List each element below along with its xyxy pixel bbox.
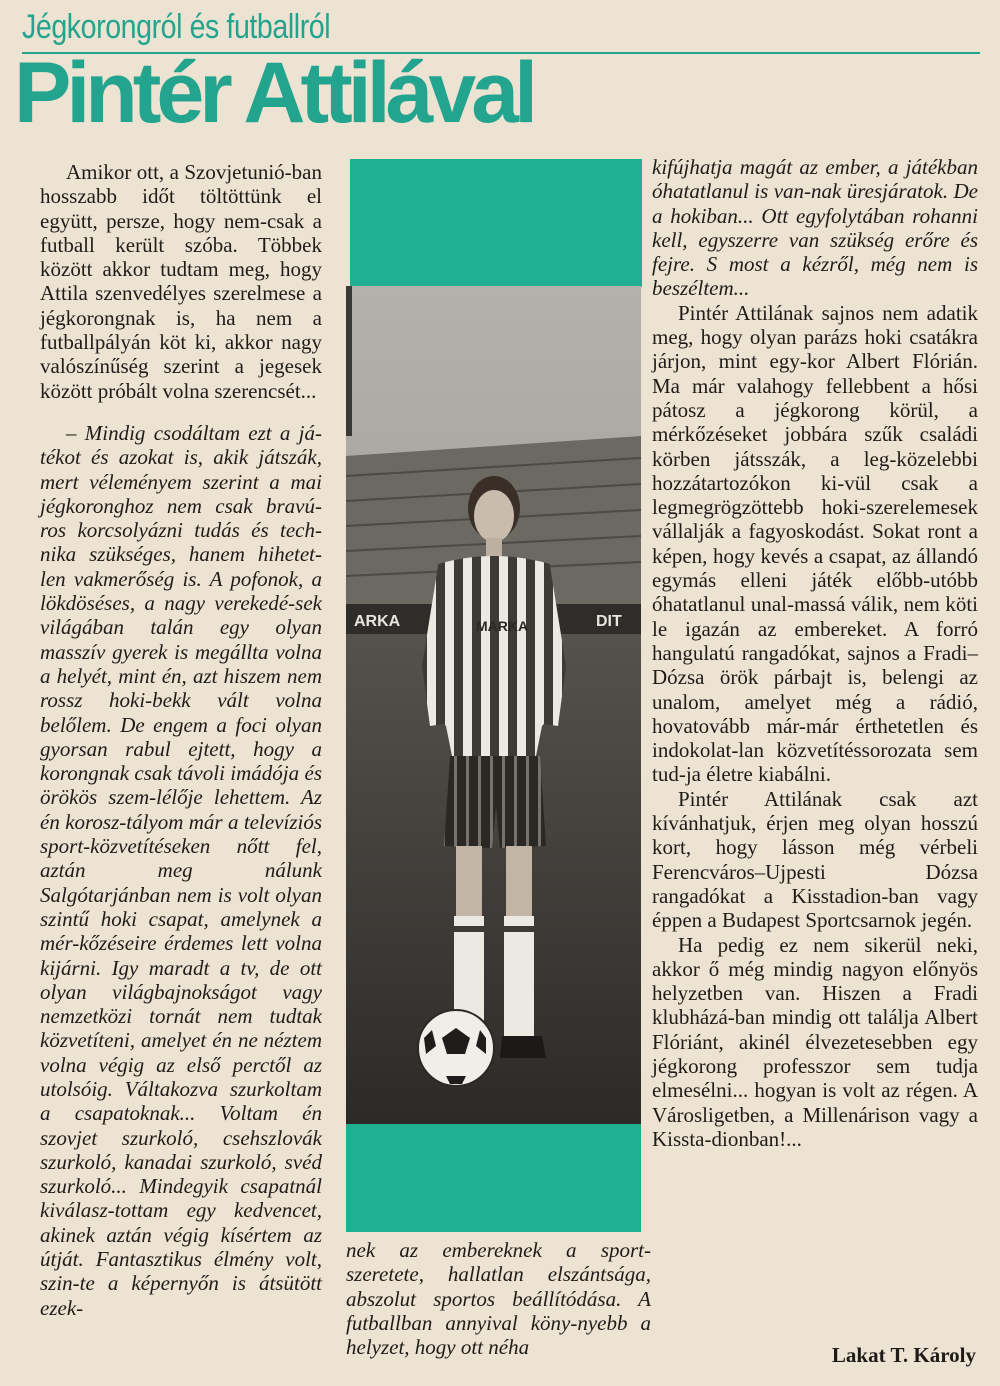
article-headline: Pintér Attilával	[14, 45, 533, 141]
intro-paragraph: Amikor ott, a Szovjetunió-ban hosszabb időt töltöttünk el együtt, persze, hogy nem-csak a futball került szóba. Többek között akkor tudtam meg, hogy Attila szenvedélyes szerelmese a jégkorongnak is, ha nem a futballpályán köt ki, akkor nagy valószínűség szerint a jegesek között próbált volna szerencsét...	[40, 160, 322, 403]
teal-block-bottom	[346, 1124, 641, 1232]
quote-continuation: nek az embereknek a sport-szeretete, hallatlan elszántsága, abszolut sportos beállítódása. A futballban annyival köny-nyebb a helyzet, hogy ott néha	[346, 1238, 651, 1360]
author-signature: Lakat T. Károly	[831, 1343, 976, 1367]
article-kicker: Jégkorongról és futballról	[22, 8, 331, 46]
body-paragraph: Pintér Attilának sajnos nem adatik meg, hogy olyan parázs hoki csatákra járjon, mint egy-kor Albert Flórián. Ma már valahogy fellebbent a hősi pátosz a jégkorong körül, a mérkőzéseket jobbára szűk családi körben játsszák, a leg-közelebbi hozzátartozókon ki-vül csak a legmegrögzöttebb hoki-szerelemesek vállalják a fagyoskodást. Sokat ront a képen, hogy kevés a csapat, az állandó egymás elleni játék előbb-utóbb óhatatlanul unal-massá válik, nem köti le igazán az embereket. A forró hangulatú rangadókat, sajnos a Fradi–Dózsa örök párbajt is, belengi az unalom, amelyet még a rádió, hovatovább már-már érthetetlen és indokolat-lan közvetítéssorozata sem tud-ja életre kiabálni.	[652, 300, 978, 787]
stadium-sign-left: ARKA	[354, 613, 401, 630]
football-ball	[418, 1010, 494, 1086]
body-paragraph: Pintér Attilának csak azt kívánhatjuk, érjen meg olyan hosszú kort, hogy lásson még vérbeli Ferencváros–Ujpesti Dózsa rangadókat a Kisstadion-ban vagy éppen a Budapest Sportcsarnok jegén.	[652, 786, 978, 933]
teal-block-top	[350, 159, 642, 287]
right-column	[652, 155, 978, 1151]
left-column	[40, 160, 322, 1320]
player-photo	[346, 286, 641, 1124]
stadium-sign-right: DIT	[596, 613, 622, 630]
middle-column	[346, 1238, 651, 1359]
shirt-text: MARKA	[476, 618, 529, 634]
quote-ending: kifújhatja magát az ember, a játékban óhatatlanul is van-nak üresjáratok. De a hokiban... Ott egyfolytában rohanni kell, egyszerre van szükség erőre és fejre. S most a kézről, még nem is beszéltem...	[652, 155, 978, 301]
body-paragraph: Ha pedig ez nem sikerül neki, akkor ő még mindig nagyon előnyös helyzetben van. Hiszen a Fradi klubházá-ban mindig ott találja Albert Flóriánt, akinél élvezetesebben egy jégkorong professzor sem tudja elmesélni... hogyan is volt az régen. A Városligetben, a Millenárison vagy a Kissta-dionban!...	[652, 932, 978, 1151]
quote-paragraph: – Mindig csodáltam ezt a já-tékot és azokat is, akik játszák, mert véleményem szerint a mai jégkoronghoz nem csak bravú-ros korcsolyázni tudás és tech-nika szükséges, hanem hihetet-len vakmerőség is. A pofonok, a lökdöséses, a nagy verekedé-sek világában talán egy olyan masszív gyerek is megállta volna a helyét, mint én, azt hiszem nem rossz hoki-bekk vált volna belőlem. De engem a foci olyan gyorsan rabul ejtett, hogy a korongnak csak távoli imádója és örökös szem-lélője lehettem. Az én korosz-tályom már a televíziós sport-közvetítéseken nőtt fel, aztán meg nálunk Salgótarjánban nem is volt olyan szintű hoki csapat, amelynek a mér-kőzéseire érdemes lett volna kijárni. Igy maradt a tv, de ott olyan világbajnokságot vagy nemzetközi tornát nem tudtak közvetíteni, amelyet én ne néztem volna végig az első perctől az utolsóig. Váltakozva szurkoltam a csapatoknak... Voltam én szovjet szurkoló, csehszlovák szurkoló, kanadai szurkoló, svéd szurkoló... Mindegyik csapatnál kiválasz-tottam egy kedvencet, akinek aztán végig kísértem az útját. Fantasztikus élmény volt, szin-te a képernyőn is átsütött ezek-	[40, 420, 322, 1320]
